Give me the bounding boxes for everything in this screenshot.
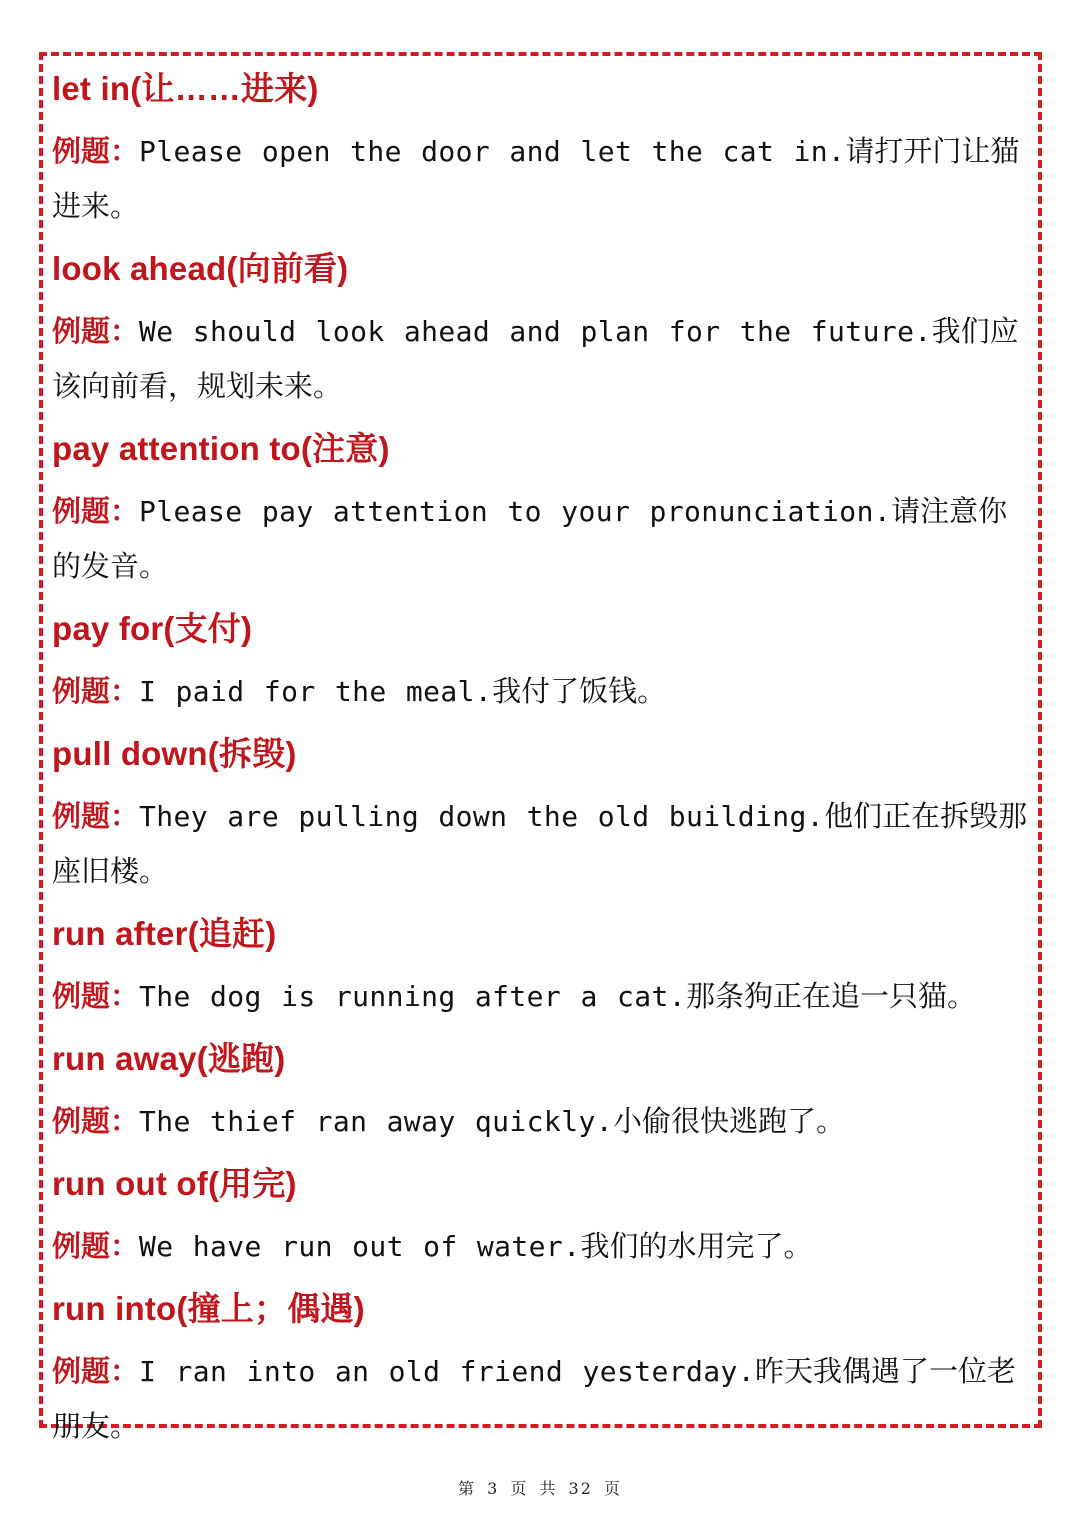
example-sentence — [52, 1344, 1032, 1454]
example-chinese: 他们正在拆毁那座旧楼。 — [52, 799, 1028, 888]
phrase-list — [52, 64, 1032, 1464]
phrase-heading: pull down(拆毁) — [52, 735, 297, 772]
phrase-entry — [52, 909, 1032, 1024]
example-chinese: 请打开门让猫进来。 — [52, 134, 1020, 223]
example-chinese: 我们的水用完了。 — [580, 1229, 813, 1263]
example-english: The dog is running after a cat. — [139, 980, 686, 1013]
phrase-heading: run after(追赶) — [52, 915, 277, 952]
phrase-entry — [52, 64, 1032, 234]
example-english: Please pay attention to your pronunciation. — [139, 495, 892, 528]
example-english: They are pulling down the old building. — [139, 800, 825, 833]
example-english: I paid for the meal. — [139, 675, 493, 708]
phrase-heading: run into(撞上；偶遇) — [52, 1290, 365, 1327]
example-english: We should look ahead and plan for the future. — [139, 315, 932, 348]
example-tag: 例题： — [52, 314, 140, 348]
phrase-heading: look ahead(向前看) — [52, 250, 349, 287]
phrase-entry — [52, 1159, 1032, 1274]
example-sentence — [52, 484, 1032, 594]
phrase-entry — [52, 604, 1032, 719]
example-chinese: 我们应该向前看，规划未来。 — [52, 314, 1019, 403]
example-tag: 例题： — [52, 1354, 140, 1388]
phrase-entry — [52, 244, 1032, 414]
example-tag: 例题： — [52, 134, 140, 168]
phrase-heading: pay for(支付) — [52, 610, 253, 647]
example-sentence — [52, 789, 1032, 899]
example-english: I ran into an old friend yesterday. — [139, 1355, 756, 1388]
phrase-entry — [52, 424, 1032, 594]
example-chinese: 请注意你的发音。 — [52, 494, 1008, 583]
example-sentence — [52, 304, 1032, 414]
example-sentence — [52, 969, 1032, 1024]
phrase-heading: let in(让……进来) — [52, 70, 319, 107]
example-english: Please open the door and let the cat in. — [139, 135, 846, 168]
example-tag: 例题： — [52, 674, 140, 708]
example-tag: 例题： — [52, 979, 140, 1013]
example-sentence — [52, 124, 1032, 234]
phrase-heading: run away(逃跑) — [52, 1040, 286, 1077]
example-chinese: 小偷很快逃跑了。 — [612, 1104, 845, 1138]
example-english: We have run out of water. — [139, 1230, 581, 1263]
example-chinese: 我付了饭钱。 — [492, 674, 667, 708]
phrase-entry — [52, 1034, 1032, 1149]
phrase-heading: pay attention to(注意) — [52, 430, 390, 467]
example-tag: 例题： — [52, 494, 140, 528]
page-number-footer: 第 3 页 共 32 页 — [458, 1479, 622, 1498]
example-tag: 例题： — [52, 1229, 140, 1263]
phrase-entry — [52, 729, 1032, 899]
example-chinese: 那条狗正在追一只猫。 — [686, 979, 977, 1013]
example-sentence — [52, 664, 1032, 719]
example-tag: 例题： — [52, 799, 140, 833]
example-english: The thief ran away quickly. — [139, 1105, 613, 1138]
phrase-entry — [52, 1284, 1032, 1454]
example-chinese: 昨天我偶遇了一位老朋友。 — [52, 1354, 1017, 1443]
example-sentence — [52, 1094, 1032, 1149]
example-tag: 例题： — [52, 1104, 140, 1138]
phrase-heading: run out of(用完) — [52, 1165, 297, 1202]
example-sentence — [52, 1219, 1032, 1274]
